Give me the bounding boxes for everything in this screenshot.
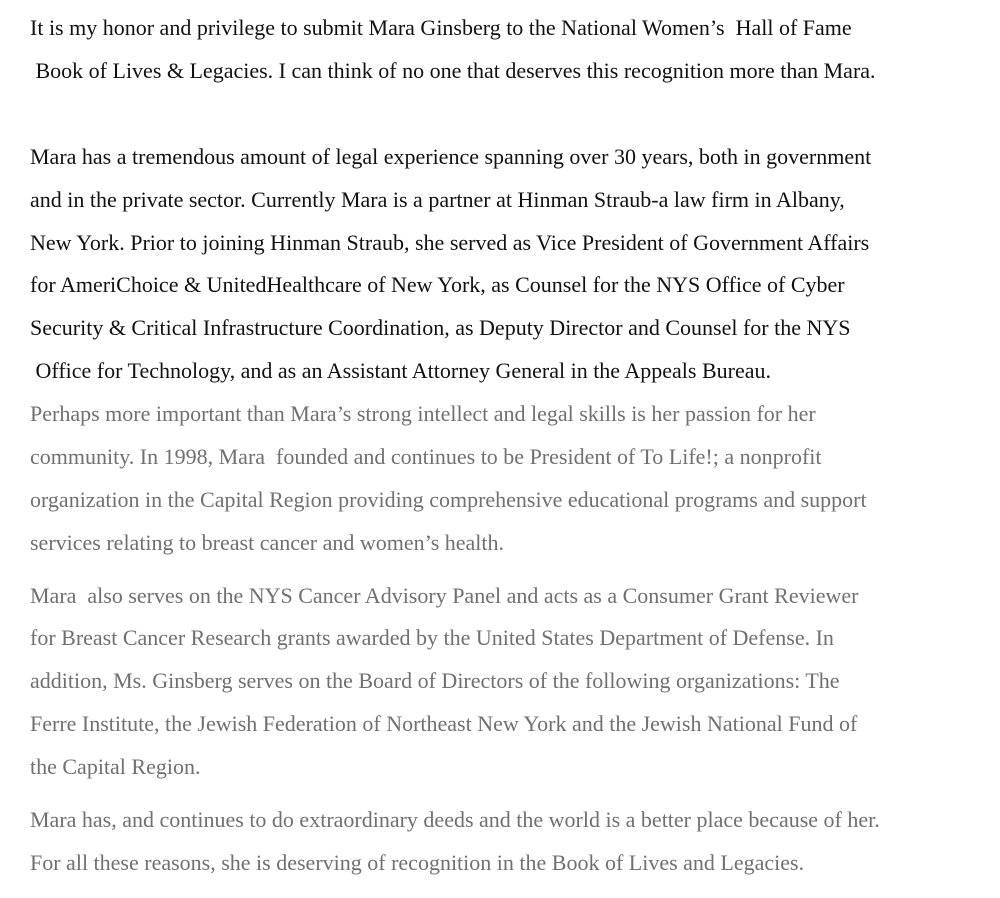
- text-line: Book of Lives & Legacies. I can think of no one that deserves this recognition more than Mara.: [30, 58, 876, 83]
- text-line: organization in the Capital Region providing comprehensive educational programs and support: [30, 487, 867, 512]
- text-line: For all these reasons, she is deserving of recognition in the Book of Lives and Legacies.: [30, 850, 805, 875]
- text-line: addition, Ms. Ginsberg serves on the Board of Directors of the following organizations: The: [30, 668, 840, 693]
- text-line: Security & Critical Infrastructure Coordination, as Deputy Director and Counsel for the NYS: [30, 315, 851, 340]
- text-line: Ferre Institute, the Jewish Federation of Northeast New York and the Jewish National Fund of: [30, 711, 858, 736]
- text-line: services relating to breast cancer and women’s health.: [30, 530, 505, 555]
- text-line: for AmeriChoice & UnitedHealthcare of New York, as Counsel for the NYS Office of Cyber: [30, 272, 845, 297]
- text-line: Mara has, and continues to do extraordinary deeds and the world is a better place because of her.: [30, 807, 880, 832]
- text-line: and in the private sector. Currently Mara is a partner at Hinman Straub-a law firm in Albany,: [30, 187, 845, 212]
- text-line: community. In 1998, Mara founded and continues to be President of To Life!; a nonprofit: [30, 444, 822, 469]
- text-line: It is my honor and privilege to submit Mara Ginsberg to the National Women’s Hall of Fame: [30, 15, 852, 40]
- text-line: Mara has a tremendous amount of legal experience spanning over 30 years, both in government: [30, 144, 872, 169]
- text-line: Office for Technology, and as an Assistant Attorney General in the Appeals Bureau.: [30, 358, 771, 383]
- text-line: Mara also serves on the NYS Cancer Advisory Panel and acts as a Consumer Grant Reviewer: [30, 583, 859, 608]
- text-line: the Capital Region.: [30, 754, 201, 779]
- text-line: New York. Prior to joining Hinman Straub, she served as Vice President of Government Affairs: [30, 230, 870, 255]
- text-line: for Breast Cancer Research grants awarded by the United States Department of Defense. In: [30, 625, 834, 650]
- text-line: Perhaps more important than Mara’s strong intellect and legal skills is her passion for her: [30, 401, 816, 426]
